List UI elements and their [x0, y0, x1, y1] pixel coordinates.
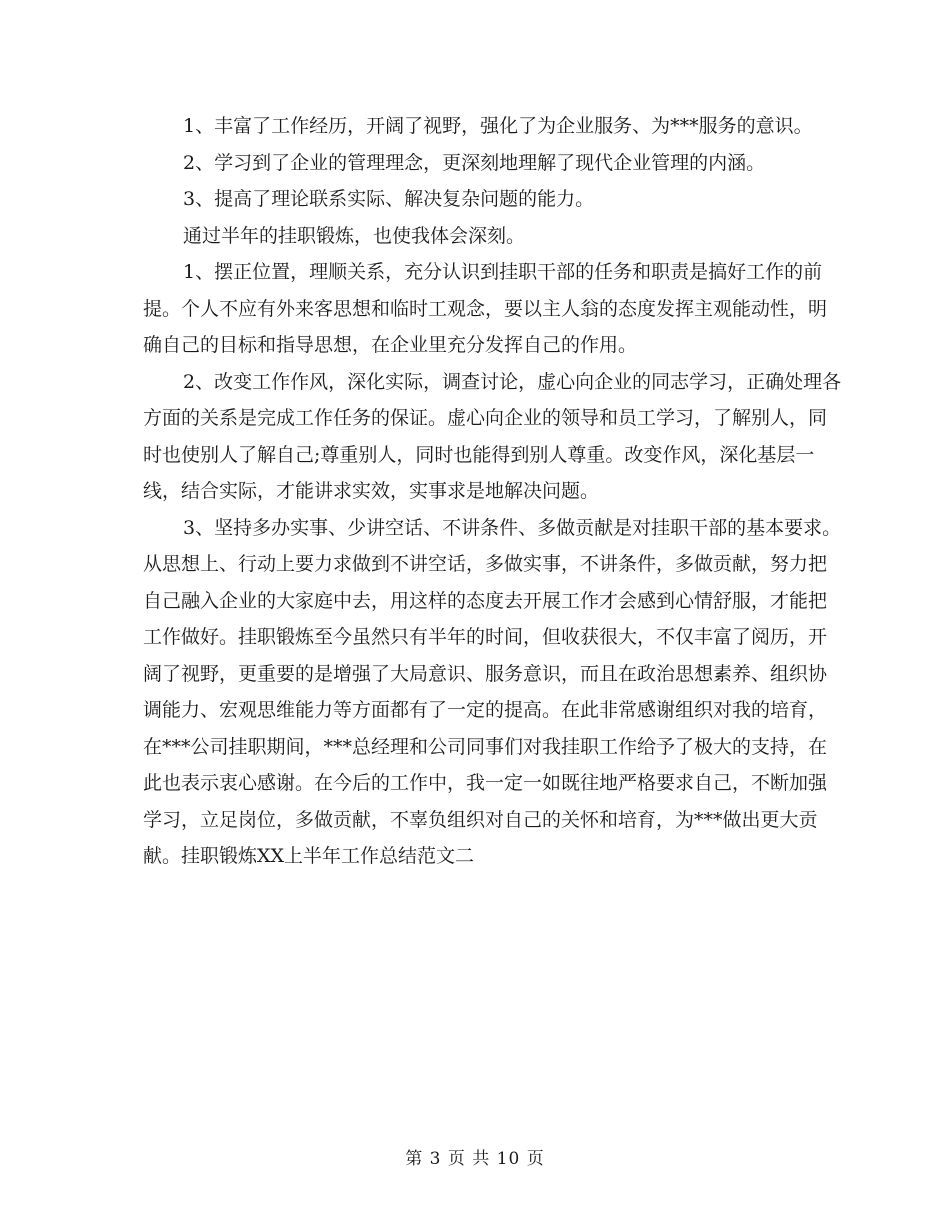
- page-number-footer: 第 3 页 共 10 页: [405, 1149, 545, 1169]
- paragraph-gain-1: 1、丰富了工作经历，开阔了视野，强化了为企业服务、为***服务的意识。: [183, 115, 813, 137]
- paragraph-intro: 通过半年的挂职锻炼，也使我体会深刻。: [183, 224, 526, 247]
- paragraph-insight-1: 1、摆正位置，理顺关系，充分认识到挂职干部的任务和职责是搞好工作的前提。个人不应有外来客思想和临时工观念，要以主人翁的态度发挥主观能动性，明确自己的目标和指导思想，在企业里充分发挥自己的作用。: [143, 261, 828, 356]
- paragraph-insight-2: 2、改变工作作风，深化实际，调查讨论，虚心向企业的同志学习，正确处理各方面的关系是完成工作任务的保证。虚心向企业的领导和员工学习，了解别人，同时也使别人了解自己;尊重别人，同时也能得到别人尊重。改变作风，深化基层一线，结合实际，才能讲求实效，实事求是地解决问题。: [143, 370, 842, 502]
- paragraph-insight-3: 3、坚持多办实事、少讲空话、不讲条件、多做贡献是对挂职干部的基本要求。从思想上、行动上要力求做到不讲空话，多做实事，不讲条件，多做贡献，努力把自己融入企业的大家庭中去，用这样的态度去开展工作才会感到心情舒服，才能把工作做好。挂职锻炼至今虽然只有半年的时间，但收获很大，不仅丰富了阅历，开阔了视野，更重要的是增强了大局意识、服务意识，而且在政治思想素养、组织协调能力、宏观思维能力等方面都有了一定的提高。在此非常感谢组织对我的培育，在***公司挂职期间，***总经理和公司同事们对我挂职工作给予了极大的支持，在此也表示衷心感谢。在今后的工作中，我一定一如既往地严格要求自己，不断加强学习，立足岗位，多做贡献，不辜负组织对自己的关怀和培育，为***做出更大贡献。挂职锻炼XX上半年工作总结范文二: [143, 516, 842, 867]
- document-body: [143, 108, 843, 875]
- paragraph-gain-3: 3、提高了理论联系实际、解决复杂问题的能力。: [183, 188, 595, 210]
- paragraph-gain-2: 2、学习到了企业的管理理念，更深刻地理解了现代企业管理的内涵。: [183, 151, 766, 174]
